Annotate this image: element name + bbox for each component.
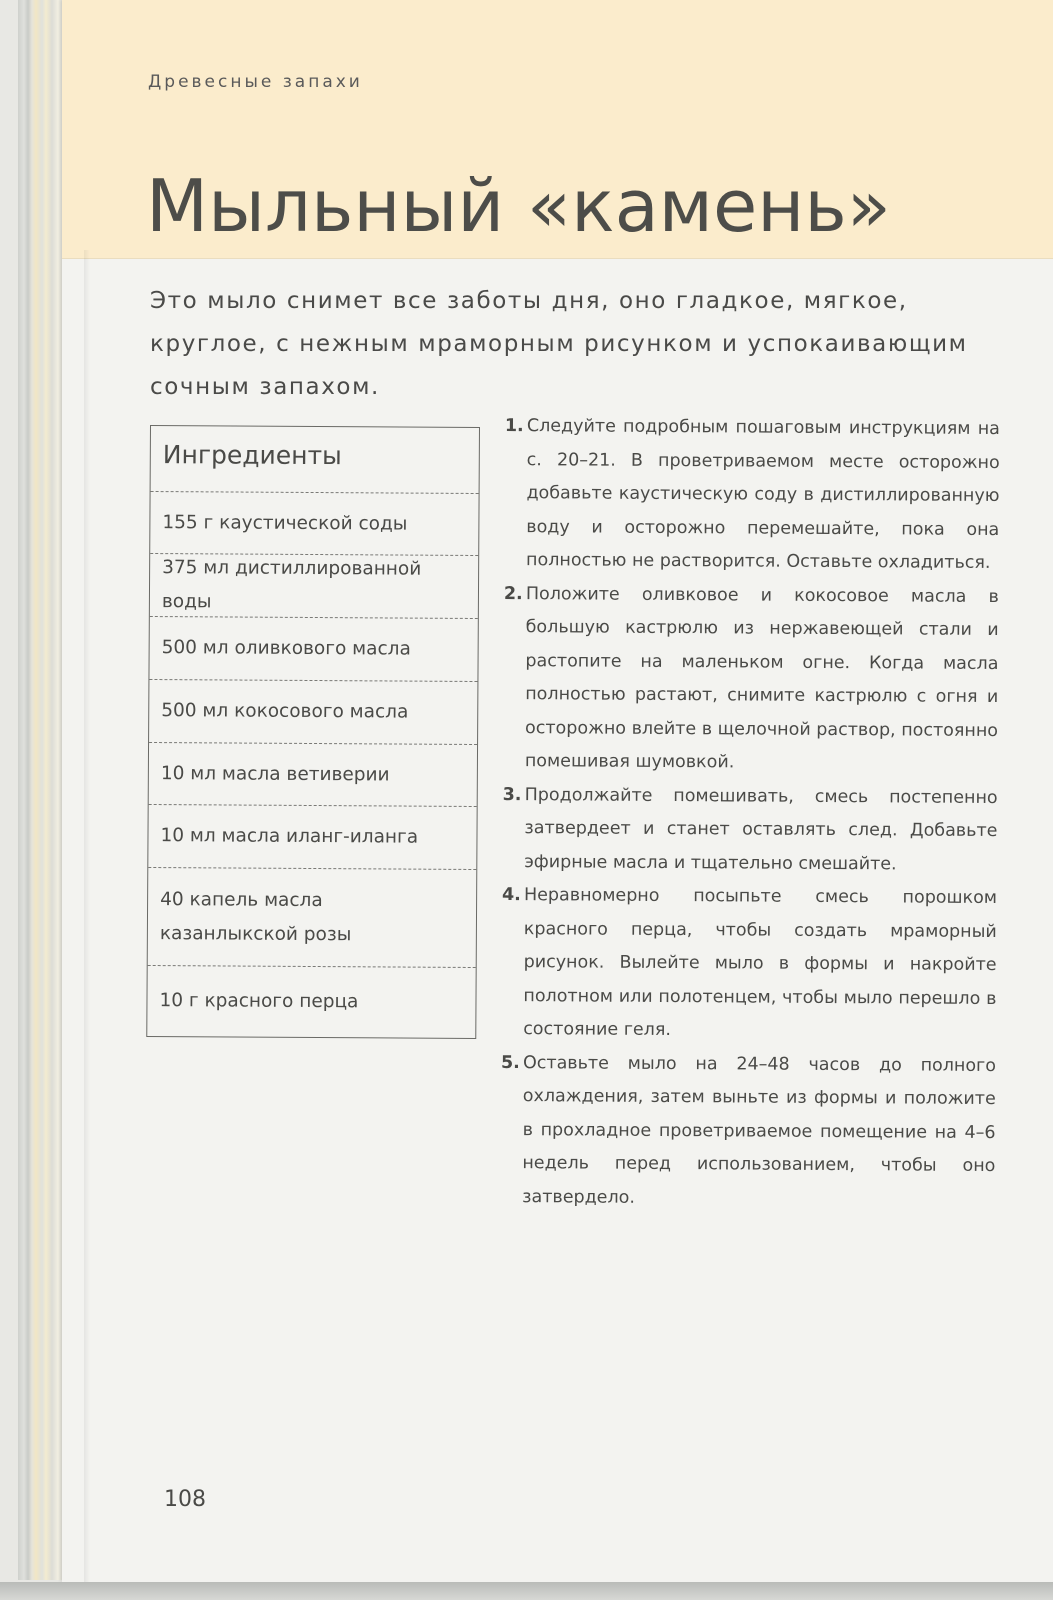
instructions-list: [500, 410, 1000, 1217]
step-text: Неравномерно посыпьте смесь порошком красного перца, чтобы создать мраморный рисунок. Вылейте мыло в формы и накройте полотном или полотенцем, чтобы мыло перешло в состояние геля.: [523, 885, 998, 1041]
step-number: 5.: [500, 1052, 520, 1073]
instruction-step: [504, 410, 1000, 581]
spine-shadow: [84, 250, 90, 1582]
ingredient-item: 375 мл дистиллированной воды: [150, 554, 478, 619]
ingredients-box: [146, 425, 480, 1039]
step-text: Продолжайте помешивать, смесь постепенно затвердеет и станет оставлять след. Добавьте эфирные масла и тщательно смешайте.: [524, 784, 998, 874]
ingredient-item: 500 мл кокосового масла: [149, 680, 477, 745]
bottom-edge: [0, 1582, 1053, 1600]
instruction-step: [503, 577, 999, 781]
ingredient-item: 10 г красного перца: [159, 990, 359, 1013]
instruction-step: [501, 879, 997, 1050]
instruction-step: [500, 1046, 996, 1217]
page-number: 108: [164, 1487, 206, 1512]
ingredient-item: 40 капель масла казанлыкской розы: [148, 868, 477, 968]
step-text: Следуйте подробным пошаговым инструкциям на с. 20–21. В проветриваемом месте осторожно добавьте каустическую соду в дистиллированную воду и осторожно перемешайте, пока она полностью не растворится. Оставьте охладиться.: [526, 416, 1000, 573]
step-text: Оставьте мыло на 24–48 часов до полного охлаждения, затем выньте из формы и положите в прохладное проветриваемое помещение на 4–6 недель перед использованием, чтобы оно затвердело.: [522, 1052, 997, 1208]
intro-paragraph: Это мыло снимет все заботы дня, оно гладкое, мягкое, круглое, с нежным мраморным рисунком и успокаивающим сочным запахом.: [150, 288, 968, 400]
instruction-step: [502, 778, 998, 882]
ingredient-item: 500 мл оливкового масла: [149, 617, 477, 682]
step-number: 2.: [503, 583, 523, 604]
running-head: Древесные запахи: [148, 72, 363, 92]
page-title: Мыльный «камень»: [146, 164, 891, 248]
step-text: Положите оливковое и кокосовое масла в большую кастрюлю из нержавеющей стали и растопите на маленьком огне. Когда масла полностью растают, снимите кастрюлю с огня и осторожно влейте в щелочной раствор, постоянно помешивая шумовкой.: [524, 583, 999, 773]
ingredients-title: Ингредиенты: [151, 426, 479, 494]
step-number: 1.: [504, 415, 524, 437]
step-number: 4.: [501, 884, 521, 906]
ingredient-item: 155 г каустической соды: [150, 492, 478, 556]
ingredient-item: 10 мл масла иланг-иланга: [148, 805, 476, 870]
step-number: 3.: [502, 784, 522, 805]
ingredient-item: 10 мл масла ветиверии: [149, 743, 477, 807]
